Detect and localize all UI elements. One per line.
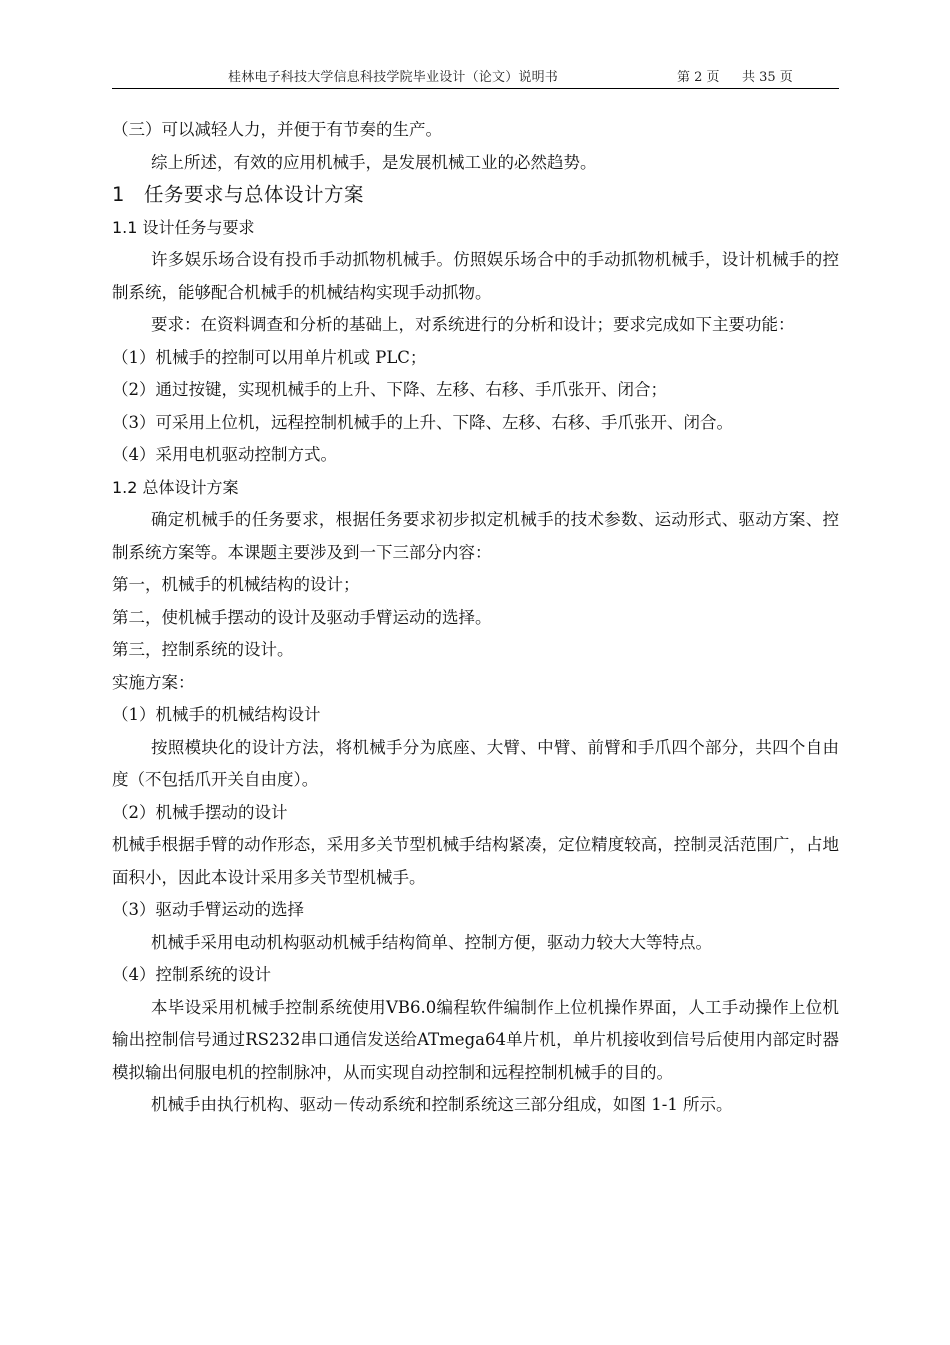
list-item: （3）可采用上位机，远程控制机械手的上升、下降、左移、右移、手爪张开、闭合。 xyxy=(112,412,733,432)
header-rule xyxy=(112,88,839,89)
paragraph: 机械手采用电动机构驱动机械手结构简单、控制方便，驱动力较大大等特点。 xyxy=(151,932,712,952)
page-header xyxy=(112,66,838,88)
header-page-total: 共 35 页 xyxy=(742,70,793,85)
paragraph: 实施方案： xyxy=(112,672,195,692)
paragraph: 许多娱乐场合设有投币手动抓物机械手。仿照娱乐场合中的手动抓物机械手，设计机械手的控制系统，能够配合机械手的机械结构实现手动抓物。 xyxy=(112,250,839,302)
list-item: （2）通过按键，实现机械手的上升、下降、左移、右移、手爪张开、闭合； xyxy=(112,380,667,399)
list-item: （3）驱动手臂运动的选择 xyxy=(112,900,304,919)
list-item: （1）机械手的机械结构设计 xyxy=(112,705,321,724)
subsection-heading: 1.2 总体设计方案 xyxy=(112,477,239,497)
paragraph: 机械手根据手臂的动作形态，采用多关节型机械手结构紧凑，定位精度较高，控制灵活范围广，占地面积小，因此本设计采用多关节型机械手。 xyxy=(112,835,839,887)
section-number: 1 xyxy=(112,183,125,206)
header-title: 桂林电子科技大学信息科技学院毕业设计（论文）说明书 xyxy=(228,70,559,85)
document-body xyxy=(112,114,839,1122)
paragraph: 按照模块化的设计方法，将机械手分为底座、大臂、中臂、前臂和手爪四个部分，共四个自由度（不包括爪开关自由度）。 xyxy=(112,737,839,789)
paragraph: （三）可以减轻人力，并便于有节奏的生产。 xyxy=(112,120,442,139)
header-page-number: 第 2 页 xyxy=(677,70,720,85)
list-item: （4）采用电机驱动控制方式。 xyxy=(112,445,337,464)
paragraph: 本毕设采用机械手控制系统使用VB6.0编程软件编制作上位机操作界面，人工手动操作上位机输出控制信号通过RS232串口通信发送给ATmega64单片机，单片机接收到信号后使用内部定时器模拟输出伺服电机的控制脉冲，从而实现自动控制和远程控制机械手的目的。 xyxy=(112,997,839,1082)
list-item: （4）控制系统的设计 xyxy=(112,965,271,984)
list-item: （1）机械手的控制可以用单片机或 PLC； xyxy=(112,347,427,367)
paragraph: 机械手由执行机构、驱动－传动系统和控制系统这三部分组成，如图 1-1 所示。 xyxy=(151,1095,733,1114)
subsection-heading: 1.1 设计任务与要求 xyxy=(112,217,255,237)
paragraph: 确定机械手的任务要求，根据任务要求初步拟定机械手的技术参数、运动形式、驱动方案、控制系统方案等。本课题主要涉及到一下三部分内容： xyxy=(112,510,839,562)
paragraph: 第二，使机械手摆动的设计及驱动手臂运动的选择。 xyxy=(112,607,492,627)
section-title: 任务要求与总体设计方案 xyxy=(144,183,365,206)
paragraph: 第三，控制系统的设计。 xyxy=(112,640,294,659)
paragraph: 第一，机械手的机械结构的设计； xyxy=(112,575,360,594)
section-heading xyxy=(112,179,839,212)
paragraph: 要求：在资料调查和分析的基础上，对系统进行的分析和设计；要求完成如下主要功能： xyxy=(151,315,795,334)
list-item: （2）机械手摆动的设计 xyxy=(112,802,288,822)
paragraph: 综上所述，有效的应用机械手，是发展机械工业的必然趋势。 xyxy=(151,152,597,172)
